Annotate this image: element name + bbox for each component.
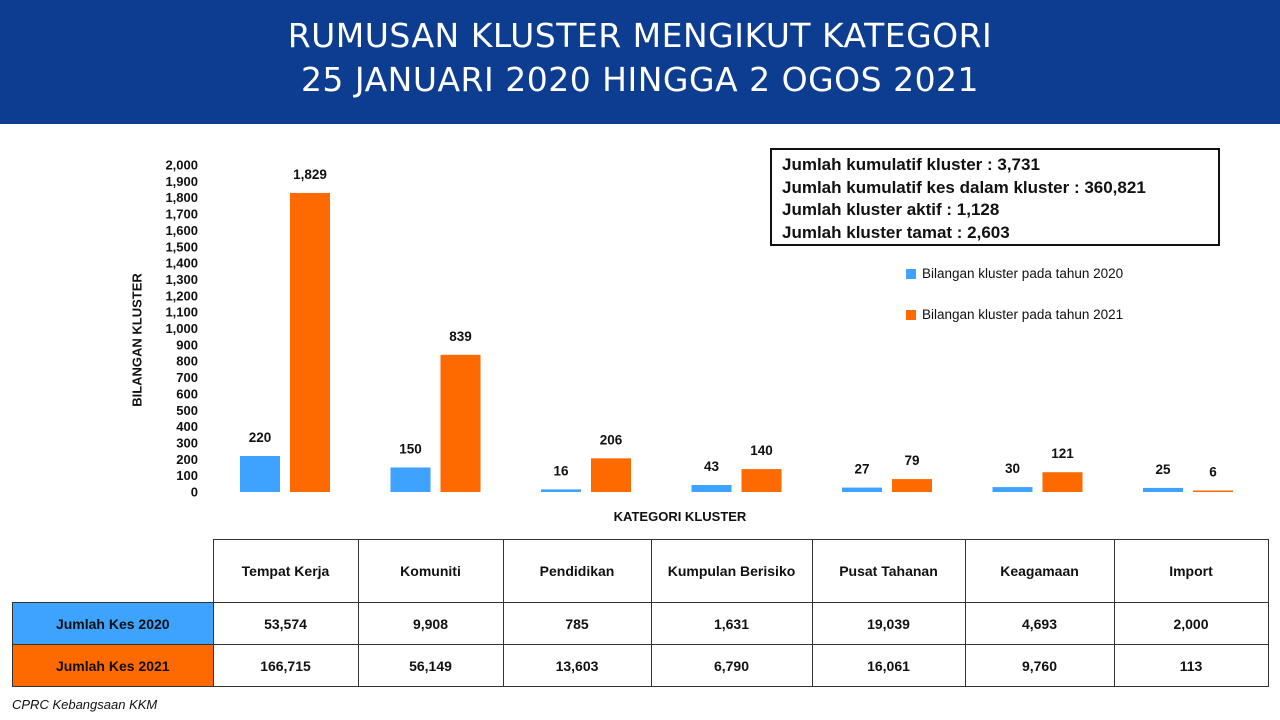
bar-2021 bbox=[441, 355, 481, 492]
bar-2021 bbox=[892, 479, 932, 492]
y-tick-label: 600 bbox=[176, 386, 198, 402]
summary-ended-clusters: Jumlah kluster tamat : 2,603 bbox=[782, 222, 1010, 242]
bar-2021 bbox=[1043, 472, 1083, 492]
summary-cumulative-cases: Jumlah kumulatif kes dalam kluster : 360,821 bbox=[782, 177, 1146, 197]
x-axis-label: KATEGORI KLUSTER bbox=[613, 509, 747, 524]
row-label-2020: Jumlah Kes 2020 bbox=[13, 603, 214, 645]
table-cell: 16,061 bbox=[812, 645, 965, 687]
data-label: 25 bbox=[1155, 461, 1171, 477]
table-row-2020 bbox=[13, 603, 1269, 645]
legend-swatch-2020 bbox=[906, 269, 916, 279]
bar-2020 bbox=[240, 456, 280, 492]
row-label-2021: Jumlah Kes 2021 bbox=[13, 645, 214, 687]
data-label: 1,829 bbox=[293, 166, 327, 182]
bar-2020 bbox=[1143, 488, 1183, 492]
table-cell: 2,000 bbox=[1114, 603, 1268, 645]
y-tick-label: 1,600 bbox=[165, 222, 198, 238]
data-label: 839 bbox=[449, 328, 472, 344]
bar-2021 bbox=[290, 193, 330, 492]
data-label: 30 bbox=[1004, 461, 1021, 477]
data-label: 206 bbox=[599, 432, 623, 448]
bar-2020 bbox=[993, 487, 1033, 492]
summary-cumulative-clusters: Jumlah kumulatif kluster : 3,731 bbox=[782, 155, 1040, 174]
bar-2020 bbox=[391, 467, 431, 492]
table-header-row bbox=[13, 540, 1269, 603]
table-header-cell: Kumpulan Berisiko bbox=[651, 540, 812, 603]
title-banner bbox=[0, 0, 1280, 124]
table-header-cell: Import bbox=[1114, 540, 1268, 603]
table-cell: 9,760 bbox=[965, 645, 1114, 687]
y-tick-label: 200 bbox=[176, 451, 198, 467]
table-header-cell: Tempat Kerja bbox=[213, 540, 358, 603]
y-tick-label: 1,900 bbox=[165, 173, 198, 189]
table-cell: 6,790 bbox=[651, 645, 812, 687]
y-tick-label: 100 bbox=[176, 468, 198, 484]
page-subtitle: 25 JANUARI 2020 HINGGA 2 OGOS 2021 bbox=[300, 60, 980, 99]
bar-2020 bbox=[541, 489, 581, 492]
table-row-2021 bbox=[13, 645, 1269, 687]
data-label: 150 bbox=[399, 441, 422, 457]
legend-label-2021: Bilangan kluster pada tahun 2021 bbox=[922, 307, 1124, 322]
table-cell: 9,908 bbox=[358, 603, 503, 645]
data-label: 43 bbox=[703, 458, 720, 474]
bar-2021 bbox=[591, 458, 631, 492]
table-corner bbox=[13, 540, 214, 603]
page-title: RUMUSAN KLUSTER MENGIKUT KATEGORI bbox=[287, 16, 993, 55]
legend-label-2020: Bilangan kluster pada tahun 2020 bbox=[922, 266, 1124, 281]
summary-active-clusters: Jumlah kluster aktif : 1,128 bbox=[782, 200, 1000, 219]
table-header-cell: Pendidikan bbox=[503, 540, 651, 603]
table-cell: 19,039 bbox=[812, 603, 965, 645]
y-axis-label-wrap bbox=[122, 270, 152, 410]
bar-2020 bbox=[692, 485, 732, 492]
data-label: 121 bbox=[1051, 446, 1074, 462]
table-cell: 53,574 bbox=[213, 603, 358, 645]
y-tick-label: 900 bbox=[176, 337, 198, 353]
legend-item-2021 bbox=[906, 307, 1123, 322]
y-tick-label: 1,200 bbox=[165, 288, 198, 304]
y-axis-label: BILANGAN KLUSTER bbox=[129, 273, 145, 407]
bar-2020 bbox=[842, 488, 882, 492]
y-tick-label: 800 bbox=[176, 353, 198, 369]
data-label: 27 bbox=[854, 461, 870, 477]
table-cell: 56,149 bbox=[358, 645, 503, 687]
y-tick-label: 300 bbox=[176, 435, 198, 451]
data-label: 220 bbox=[248, 430, 272, 446]
table-header-cell: Komuniti bbox=[358, 540, 503, 603]
y-tick-label: 1,400 bbox=[165, 255, 198, 271]
table-cell: 113 bbox=[1114, 645, 1268, 687]
y-tick-label: 1,100 bbox=[165, 304, 198, 320]
y-tick-label: 0 bbox=[190, 484, 198, 500]
bar-2021 bbox=[1193, 491, 1233, 493]
table-header-cell: Keagamaan bbox=[965, 540, 1114, 603]
source-footer: CPRC Kebangsaan KKM bbox=[12, 697, 158, 712]
table-cell: 1,631 bbox=[651, 603, 812, 645]
table-cell: 785 bbox=[503, 603, 651, 645]
y-tick-label: 700 bbox=[176, 370, 198, 386]
table-header-cell: Pusat Tahanan bbox=[812, 540, 965, 603]
data-label: 16 bbox=[553, 463, 569, 479]
data-label: 79 bbox=[904, 453, 920, 469]
legend-item-2020 bbox=[906, 266, 1123, 281]
table-cell: 13,603 bbox=[503, 645, 651, 687]
y-tick-label: 1,700 bbox=[165, 206, 198, 222]
y-tick-label: 1,000 bbox=[165, 321, 198, 336]
y-tick-label: 1,300 bbox=[165, 271, 198, 287]
y-tick-label: 2,000 bbox=[165, 157, 198, 173]
bar-2021 bbox=[742, 469, 782, 492]
case-table bbox=[12, 539, 1269, 687]
legend-swatch-2021 bbox=[906, 310, 916, 320]
data-label: 6 bbox=[1209, 464, 1217, 480]
table-cell: 4,693 bbox=[965, 603, 1114, 645]
y-tick-label: 400 bbox=[176, 419, 198, 435]
table-cell: 166,715 bbox=[213, 645, 358, 687]
y-tick-label: 500 bbox=[176, 402, 198, 418]
y-tick-label: 1,800 bbox=[165, 190, 198, 206]
data-label: 140 bbox=[750, 443, 773, 459]
summary-box bbox=[770, 148, 1220, 246]
y-tick-label: 1,500 bbox=[165, 239, 198, 255]
